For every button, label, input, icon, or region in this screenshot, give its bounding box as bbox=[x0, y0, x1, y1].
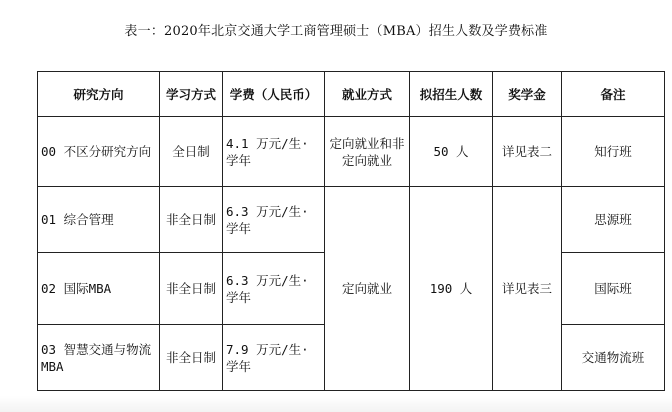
header-direction: 研究方向 bbox=[38, 72, 160, 117]
header-remark: 备注 bbox=[562, 72, 665, 117]
cell-study-mode: 非全日制 bbox=[160, 253, 223, 325]
cell-remark: 交通物流班 bbox=[562, 325, 665, 391]
cell-tuition: 7.9 万元/生·学年 bbox=[223, 325, 325, 391]
bottom-shadow bbox=[0, 396, 672, 412]
header-scholarship: 奖学金 bbox=[493, 72, 562, 117]
cell-direction: 03 智慧交通与物流MBA bbox=[38, 325, 160, 391]
cell-tuition: 6.3 万元/生·学年 bbox=[223, 253, 325, 325]
table-row bbox=[38, 117, 665, 187]
cell-scholarship: 详见表二 bbox=[493, 117, 562, 187]
header-enrollment: 拟招生人数 bbox=[410, 72, 493, 117]
cell-enrollment: 50 人 bbox=[410, 117, 493, 187]
cell-tuition: 6.3 万元/生·学年 bbox=[223, 187, 325, 253]
cell-enrollment-merged: 190 人 bbox=[410, 187, 493, 391]
table-header-row bbox=[38, 72, 665, 117]
table-row bbox=[38, 187, 665, 253]
cell-remark: 知行班 bbox=[562, 117, 665, 187]
cell-study-mode: 非全日制 bbox=[160, 325, 223, 391]
header-employment: 就业方式 bbox=[325, 72, 410, 117]
cell-remark: 思源班 bbox=[562, 187, 665, 253]
cell-employment: 定向就业和非定向就业 bbox=[325, 117, 410, 187]
header-tuition: 学费（人民币） bbox=[223, 72, 325, 117]
cell-study-mode: 全日制 bbox=[160, 117, 223, 187]
enrollment-tuition-table bbox=[37, 71, 665, 391]
cell-remark: 国际班 bbox=[562, 253, 665, 325]
cell-scholarship-merged: 详见表三 bbox=[493, 187, 562, 391]
header-study-mode: 学习方式 bbox=[160, 72, 223, 117]
cell-tuition: 4.1 万元/生·学年 bbox=[223, 117, 325, 187]
cell-direction: 01 综合管理 bbox=[38, 187, 160, 253]
cell-direction: 02 国际MBA bbox=[38, 253, 160, 325]
cell-direction: 00 不区分研究方向 bbox=[38, 117, 160, 187]
table-title: 表一：2020年北京交通大学工商管理硕士（MBA）招生人数及学费标准 bbox=[124, 24, 548, 39]
cell-study-mode: 非全日制 bbox=[160, 187, 223, 253]
cell-employment-merged: 定向就业 bbox=[325, 187, 410, 391]
